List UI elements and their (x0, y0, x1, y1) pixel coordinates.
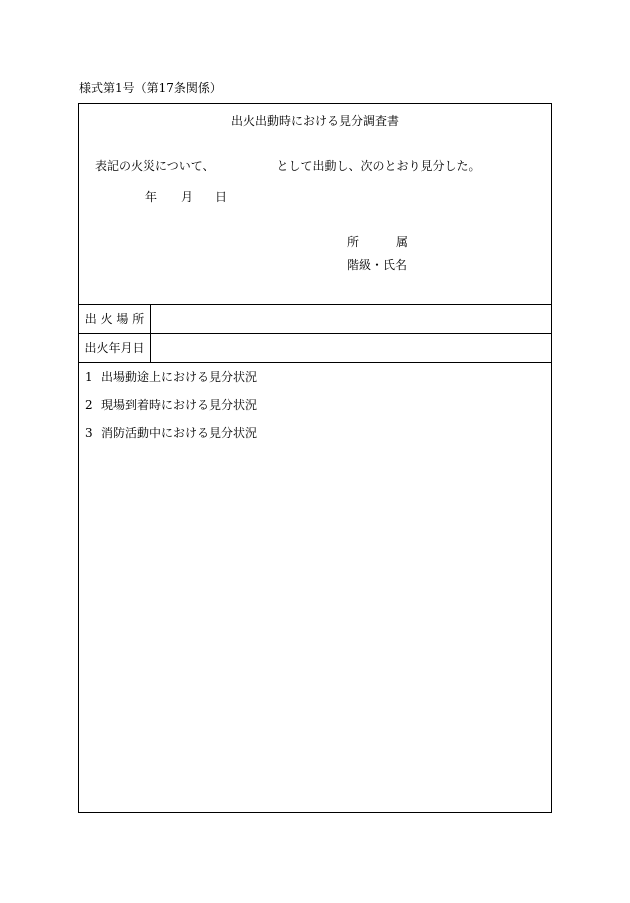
item-number: 1 (85, 370, 93, 384)
observation-item (85, 425, 545, 441)
fire-date-label: 出火年月日 (79, 334, 151, 362)
rank-name-label: 階級・氏名 (347, 258, 408, 272)
item-text: 出場動途上における見分状況 (101, 370, 258, 384)
fire-place-field[interactable] (152, 305, 551, 333)
item-number: 3 (85, 426, 93, 440)
form-number: 様式第1号（第17条関係） (79, 81, 222, 95)
affiliation-line (347, 234, 408, 250)
statement-after-blank: として出動し、次のとおり見分した。 (276, 159, 481, 173)
date-day-label: 日 (215, 190, 228, 204)
affiliation-label-second: 属 (396, 235, 409, 249)
observation-item (85, 369, 545, 385)
fire-date-row (79, 334, 551, 363)
survey-form (78, 103, 552, 813)
report-statement (95, 158, 547, 174)
item-number: 2 (85, 398, 93, 412)
item-text: 現場到着時における見分状況 (101, 398, 258, 412)
fire-place-row (79, 305, 551, 334)
item-text: 消防活動中における見分状況 (101, 426, 258, 440)
report-header (79, 104, 551, 305)
observation-items (85, 369, 545, 453)
date-month-label: 月 (181, 190, 194, 204)
affiliation-label-first: 所 (347, 235, 360, 249)
statement-before-blank: 表記の火災について、 (95, 159, 215, 173)
document-title: 出火出動時における見分調査書 (230, 114, 399, 128)
date-year-label: 年 (145, 190, 158, 204)
report-date (145, 189, 227, 205)
observation-item (85, 397, 545, 413)
fire-date-field[interactable] (152, 334, 551, 362)
fire-place-label: 出 火 場 所 (79, 305, 151, 333)
